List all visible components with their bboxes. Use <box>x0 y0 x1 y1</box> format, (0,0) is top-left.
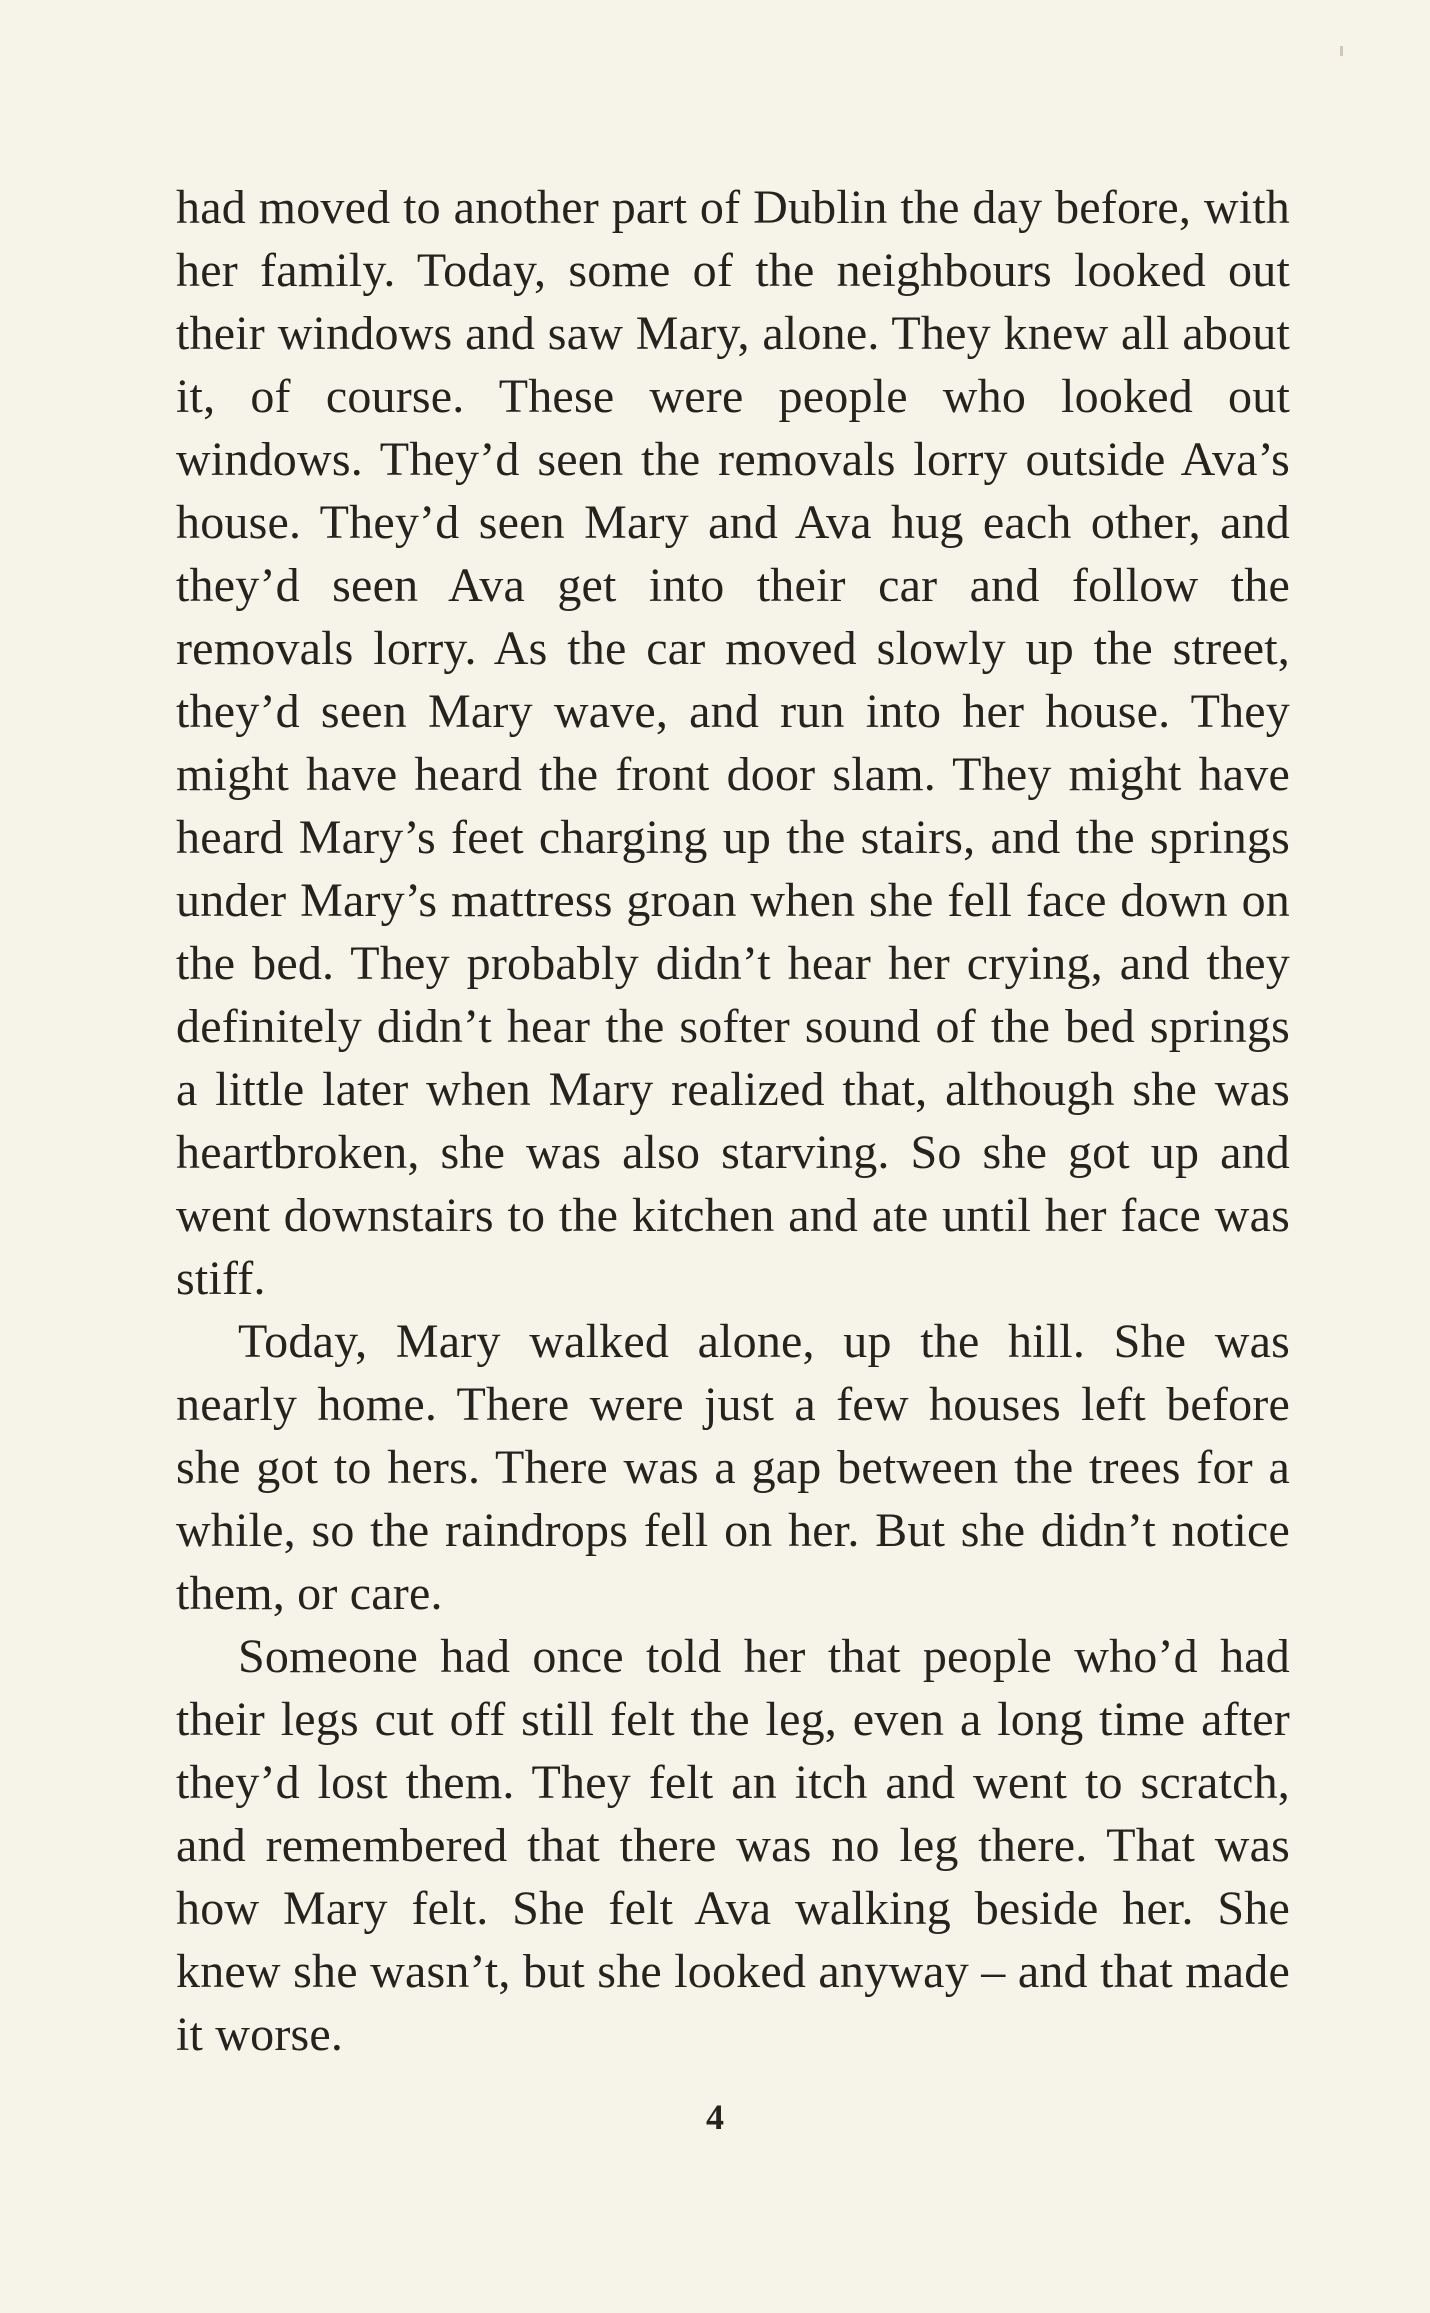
paragraph: Someone had once told her that people who’d had their legs cut off still felt the leg, even a long time after they’d lost them. They felt an itch and went to scratch, and remembered that there was no leg there. That was how Mary felt. She felt Ava walking beside her. She knew she wasn’t, but she looked anyway – and that made it worse. <box>176 1630 1290 2061</box>
body-text <box>176 176 1290 2066</box>
paragraph-continued: had moved to another part of Dublin the day before, with her family. Today, some of the neighbours looked out their windows and saw Mary, alone. They knew all about it, of course. These were people who looked out windows. They’d seen the removals lorry outside Ava’s house. They’d seen Mary and Ava hug each other, and they’d seen Ava get into their car and follow the removals lorry. As the car moved slowly up the street, they’d seen Mary wave, and run into her house. They might have heard the front door slam. They might have heard Mary’s feet charging up the stairs, and the springs under Mary’s mattress groan when she fell face down on the bed. They probably didn’t hear her crying, and they definitely didn’t hear the softer sound of the bed springs a little later when Mary realized that, although she was heartbroken, she was also starving. So she got up and went downstairs to the kitchen and ate until her face was stiff. <box>176 181 1290 1305</box>
paragraph: Today, Mary walked alone, up the hill. She was nearly home. There were just a few houses left before she got to hers. There was a gap between the trees for a while, so the raindrops fell on her. But she didn’t notice them, or care. <box>176 1315 1290 1620</box>
page-number: 4 <box>706 2097 724 2137</box>
scan-speck <box>1340 46 1343 56</box>
